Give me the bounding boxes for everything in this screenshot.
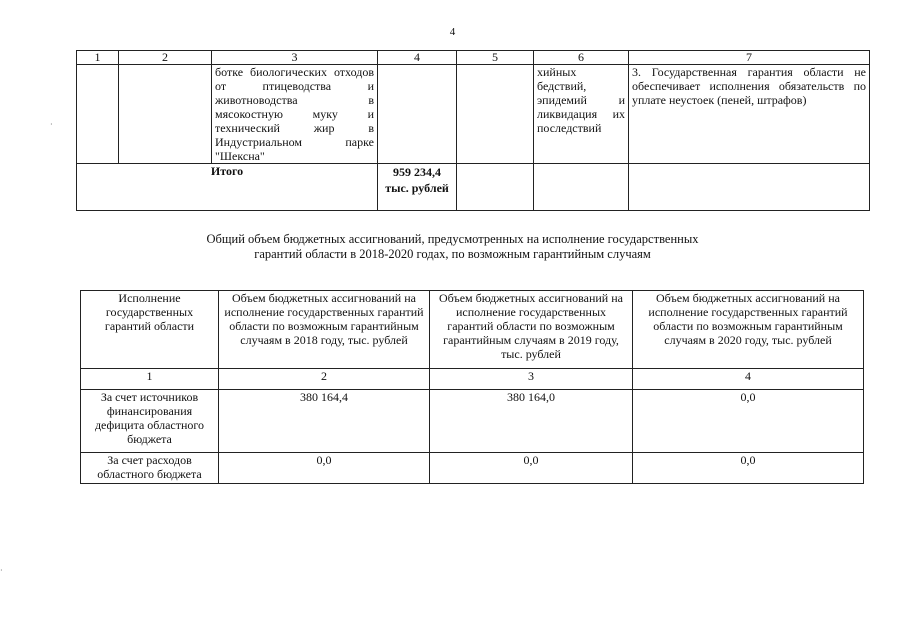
project-description-cell: ботке биологических отходов от птицеводства и животноводства в мясокостную муку и технический жир в Индустриальном парке "Шексна": [212, 65, 378, 164]
column-header: Объем бюджетных ассигнований на исполнение государственных гарантий области по возможным гарантийным случаям в 2019 году, тыс. рублей: [430, 291, 633, 369]
column-number: 4: [633, 369, 864, 390]
section-title: [0, 232, 905, 262]
value-2020: 0,0: [633, 390, 864, 453]
value-2018: 380 164,4: [219, 390, 430, 453]
total-amount: 959 234,4: [393, 165, 441, 179]
column-number: 1: [81, 369, 219, 390]
table-header-row: [81, 291, 864, 369]
empty-cell: [77, 65, 119, 164]
empty-cell: [378, 65, 457, 164]
total-row: [77, 164, 870, 211]
total-label: Итого: [77, 164, 378, 211]
guarantee-condition-cell: 3. Государственная гарантия области не обеспечивает исполнения обязательств по уплате неустоек (пеней, штрафов): [629, 65, 870, 164]
row-label: За счет расходов областного бюджета: [81, 453, 219, 484]
empty-cell: [457, 164, 534, 211]
table-row: [81, 390, 864, 453]
table-row: [77, 65, 870, 164]
total-amount-cell: [378, 164, 457, 211]
section-title-line: гарантий области в 2018-2020 годах, по возможным гарантийным случаям: [254, 247, 651, 261]
guarantee-table: [76, 50, 870, 211]
column-number: 2: [219, 369, 430, 390]
section-title-line: Общий объем бюджетных ассигнований, предусмотренных на исполнение государственных: [206, 232, 699, 246]
column-number: 6: [534, 51, 629, 65]
total-unit: тыс. рублей: [385, 181, 449, 195]
guarantee-case-cell: хийных бедствий, эпидемий и ликвидация их последствий: [534, 65, 629, 164]
column-number: 3: [212, 51, 378, 65]
row-label: За счет источников финансирования дефицита областного бюджета: [81, 390, 219, 453]
column-number: 4: [378, 51, 457, 65]
table-header-row: [77, 51, 870, 65]
table-row: [81, 453, 864, 484]
column-number: 1: [77, 51, 119, 65]
empty-cell: [119, 65, 212, 164]
value-2019: 0,0: [430, 453, 633, 484]
column-number: 5: [457, 51, 534, 65]
value-2020: 0,0: [633, 453, 864, 484]
column-header: Объем бюджетных ассигнований на исполнение государственных гарантий области по возможным гарантийным случаям в 2020 году, тыс. рублей: [633, 291, 864, 369]
empty-cell: [534, 164, 629, 211]
column-number: 3: [430, 369, 633, 390]
scan-speck: ·: [50, 120, 53, 129]
column-header: Исполнение государственных гарантий области: [81, 291, 219, 369]
appropriations-table: [80, 290, 864, 484]
empty-cell: [629, 164, 870, 211]
value-2018: 0,0: [219, 453, 430, 484]
column-number-row: [81, 369, 864, 390]
page-number: 4: [449, 26, 456, 38]
empty-cell: [457, 65, 534, 164]
column-number: 2: [119, 51, 212, 65]
value-2019: 380 164,0: [430, 390, 633, 453]
scan-speck: ·: [0, 566, 3, 575]
column-header: Объем бюджетных ассигнований на исполнение государственных гарантий области по возможным гарантийным случаям в 2018 году, тыс. рублей: [219, 291, 430, 369]
column-number: 7: [629, 51, 870, 65]
